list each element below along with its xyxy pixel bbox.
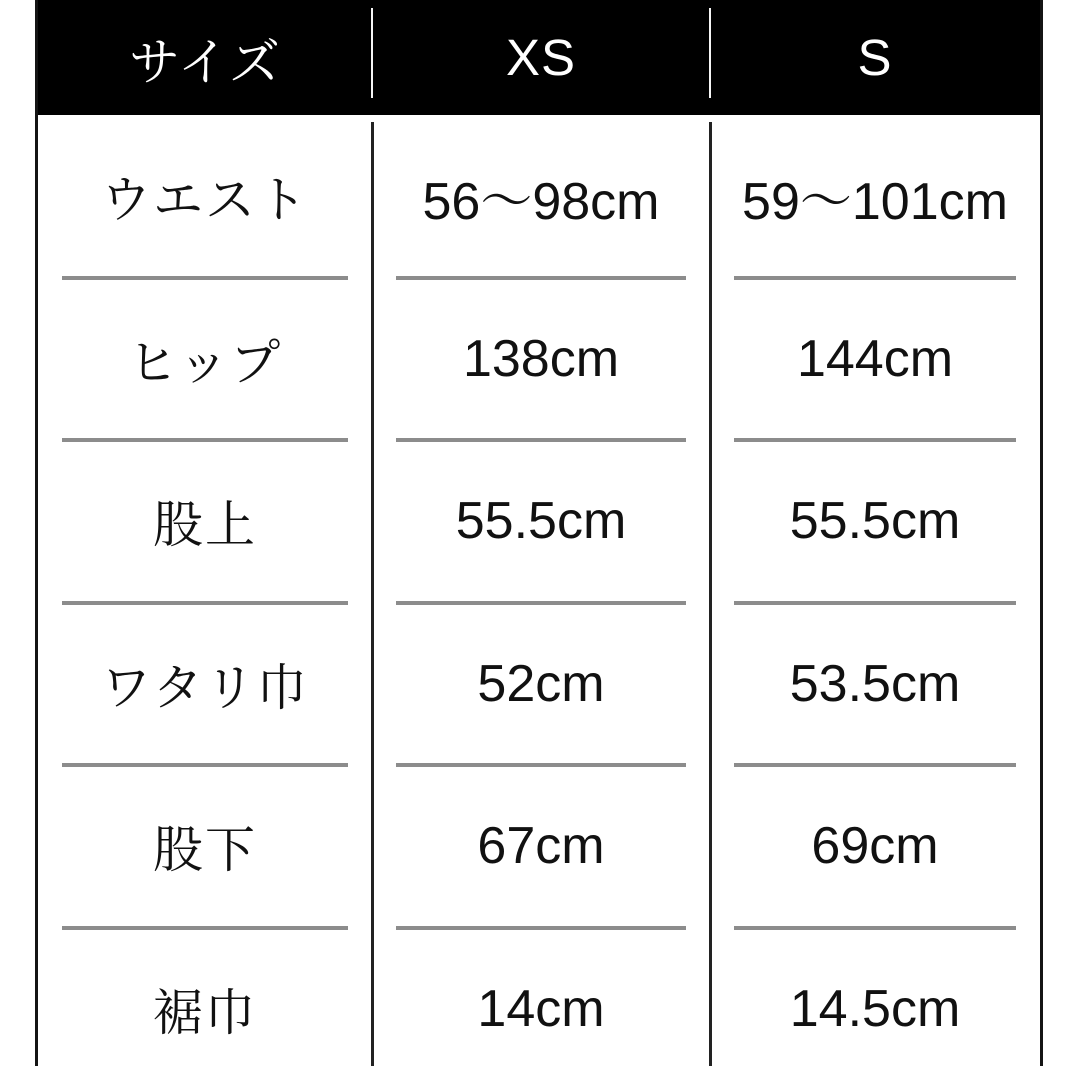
row-label-waist: ウエスト (38, 115, 372, 278)
hem-width-s-value: 14.5cm (789, 979, 961, 1038)
s-column-header: S (857, 29, 893, 86)
table-body (38, 115, 1040, 1066)
hem-width-xs-value: 14cm (477, 979, 605, 1038)
hip-xs-value: 138cm (372, 278, 710, 441)
row-label-hip: ヒップ (38, 278, 372, 441)
size-column-header: サイズ (129, 33, 281, 91)
hip-s-value: 144cm (710, 278, 1040, 441)
waist-s-value: 59〜101cm (710, 115, 1040, 278)
xs-column-header: XS (505, 29, 577, 86)
inseam-xs-value: 67cm (372, 765, 710, 928)
rise-xs-value: 55.5cm (372, 440, 710, 603)
body-column-divider (371, 122, 374, 1066)
thigh-width-s-value: 53.5cm (710, 603, 1040, 766)
row-label-inseam: 股下 (38, 765, 372, 928)
waist-xs-value: 56〜98cm (372, 115, 710, 278)
row-label-rise: 股上 (38, 440, 372, 603)
table-header-row (38, 0, 1040, 115)
row-label-hem-width: 裾巾 (153, 984, 257, 1041)
size-chart-table (35, 0, 1043, 1066)
body-column-divider (709, 122, 712, 1066)
header-column-divider (371, 8, 373, 98)
inseam-s-value: 69cm (710, 765, 1040, 928)
row-label-thigh-width: ワタリ巾 (38, 603, 372, 766)
rise-s-value: 55.5cm (710, 440, 1040, 603)
thigh-width-xs-value: 52cm (372, 603, 710, 766)
header-column-divider (709, 8, 711, 98)
